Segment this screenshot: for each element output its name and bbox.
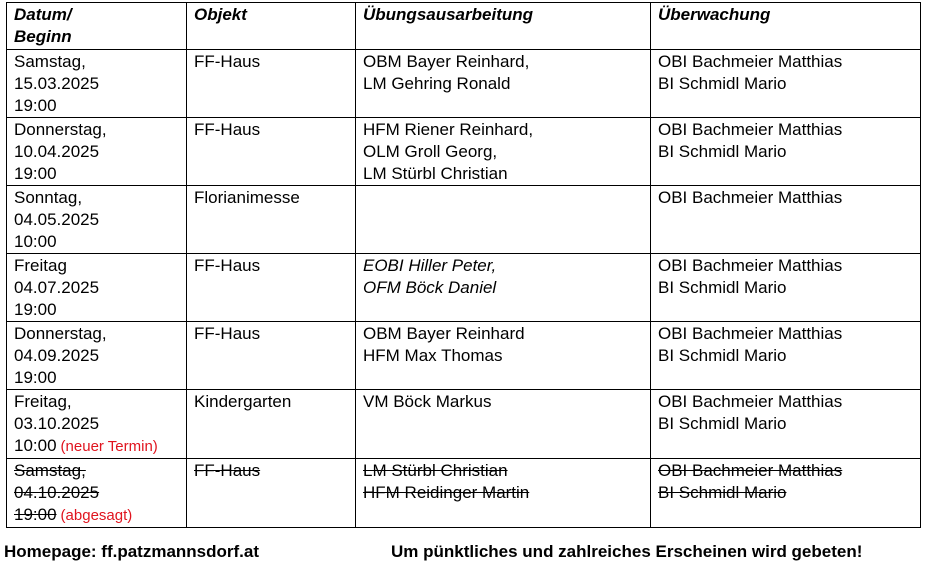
start-time-line [14, 435, 179, 458]
cancelled-note: (abgesagt) [60, 507, 133, 524]
homepage-footer: Homepage: ff.patzmannsdorf.at [4, 542, 260, 561]
table-row [7, 322, 921, 390]
exercise-cell [356, 390, 651, 459]
start-time: 10:00 [14, 436, 57, 455]
exercise-cell [356, 118, 651, 186]
supervision-cell [651, 459, 921, 528]
header-date [7, 3, 187, 50]
exercise-person: EOBI Hiller Peter, [363, 256, 497, 275]
date: 04.10.2025 [14, 483, 100, 502]
weekday: Samstag, [14, 52, 86, 71]
exercise-person: VM Böck Markus [363, 392, 492, 411]
exercise-cell [356, 50, 651, 118]
object-name: FF-Haus [194, 324, 261, 343]
weekday: Donnerstag, [14, 324, 107, 343]
supervision-cell [651, 390, 921, 459]
weekday: Samstag, [14, 461, 86, 480]
supervisor: OBI Bachmeier Matthias [658, 188, 843, 207]
table-row [7, 50, 921, 118]
exercise-person: HFM Reidinger Martin [363, 483, 530, 502]
exercise-person: OLM Groll Georg, [363, 142, 498, 161]
supervisor: OBI Bachmeier Matthias [658, 461, 843, 480]
start-time: 19:00 [14, 368, 57, 387]
date: 04.09.2025 [14, 346, 100, 365]
date-cell [7, 118, 187, 186]
exercise-cell [356, 186, 651, 254]
header-supervision: Überwachung [651, 3, 921, 50]
header-exercise: Übungsausarbeitung [356, 3, 651, 50]
exercise-person: LM Stürbl Christian [363, 461, 508, 480]
header-row [7, 3, 921, 50]
object-name: Florianimesse [194, 188, 300, 207]
table-row [7, 118, 921, 186]
header-date-line2: Beginn [14, 27, 72, 46]
date: 15.03.2025 [14, 74, 100, 93]
exercise-person: OBM Bayer Reinhard, [363, 52, 530, 71]
header-object: Objekt [187, 3, 356, 50]
supervisor: OBI Bachmeier Matthias [658, 324, 843, 343]
object-cell [187, 186, 356, 254]
exercise-person: OBM Bayer Reinhard [363, 324, 525, 343]
date-cell [7, 186, 187, 254]
date-cell [7, 322, 187, 390]
table-row [7, 254, 921, 322]
new-date-note: (neuer Termin) [60, 438, 158, 455]
supervisor: OBI Bachmeier Matthias [658, 52, 843, 71]
date-cell [7, 50, 187, 118]
supervisor: OBI Bachmeier Matthias [658, 256, 843, 275]
exercise-cell [356, 254, 651, 322]
weekday: Freitag [14, 256, 67, 275]
date: 04.07.2025 [14, 278, 100, 297]
object-cell [187, 390, 356, 459]
object-name: FF-Haus [194, 52, 261, 71]
weekday: Donnerstag, [14, 120, 107, 139]
start-time-line [14, 504, 179, 527]
object-name: Kindergarten [194, 392, 292, 411]
date-cell [7, 390, 187, 459]
header-date-line1: Datum/ [14, 5, 72, 24]
exercise-cell [356, 459, 651, 528]
supervisor: BI Schmidl Mario [658, 414, 787, 433]
start-time: 19:00 [14, 96, 57, 115]
supervisor: BI Schmidl Mario [658, 278, 787, 297]
object-cell [187, 118, 356, 186]
supervision-cell [651, 254, 921, 322]
supervision-cell [651, 186, 921, 254]
exercise-person: OFM Böck Daniel [363, 278, 497, 297]
supervisor: OBI Bachmeier Matthias [658, 392, 843, 411]
start-time: 19:00 [14, 505, 57, 524]
exercise-person: LM Stürbl Christian [363, 164, 508, 183]
table-row-cancelled [7, 459, 921, 528]
table-row [7, 390, 921, 459]
object-name: FF-Haus [194, 120, 261, 139]
weekday: Freitag, [14, 392, 72, 411]
date: 10.04.2025 [14, 142, 100, 161]
attendance-message: Um pünktliches und zahlreiches Erscheinen wird gebeten! [391, 542, 863, 561]
object-cell [187, 254, 356, 322]
weekday: Sonntag, [14, 188, 83, 207]
supervision-cell [651, 118, 921, 186]
exercise-cell [356, 322, 651, 390]
date-cell [7, 254, 187, 322]
schedule-table [6, 2, 921, 528]
supervisor: BI Schmidl Mario [658, 142, 787, 161]
exercise-person: HFM Riener Reinhard, [363, 120, 534, 139]
object-name: FF-Haus [194, 256, 261, 275]
exercise-person: HFM Max Thomas [363, 346, 503, 365]
supervision-cell [651, 50, 921, 118]
exercise-person: LM Gehring Ronald [363, 74, 511, 93]
object-name: FF-Haus [194, 461, 261, 480]
start-time: 10:00 [14, 232, 57, 251]
start-time: 19:00 [14, 300, 57, 319]
supervisor: OBI Bachmeier Matthias [658, 120, 843, 139]
date-cell [7, 459, 187, 528]
table-row [7, 186, 921, 254]
date: 03.10.2025 [14, 414, 100, 433]
start-time: 19:00 [14, 164, 57, 183]
supervisor: BI Schmidl Mario [658, 74, 787, 93]
object-cell [187, 322, 356, 390]
supervision-cell [651, 322, 921, 390]
date: 04.05.2025 [14, 210, 100, 229]
object-cell [187, 50, 356, 118]
object-cell [187, 459, 356, 528]
supervisor: BI Schmidl Mario [658, 346, 787, 365]
supervisor: BI Schmidl Mario [658, 483, 787, 502]
